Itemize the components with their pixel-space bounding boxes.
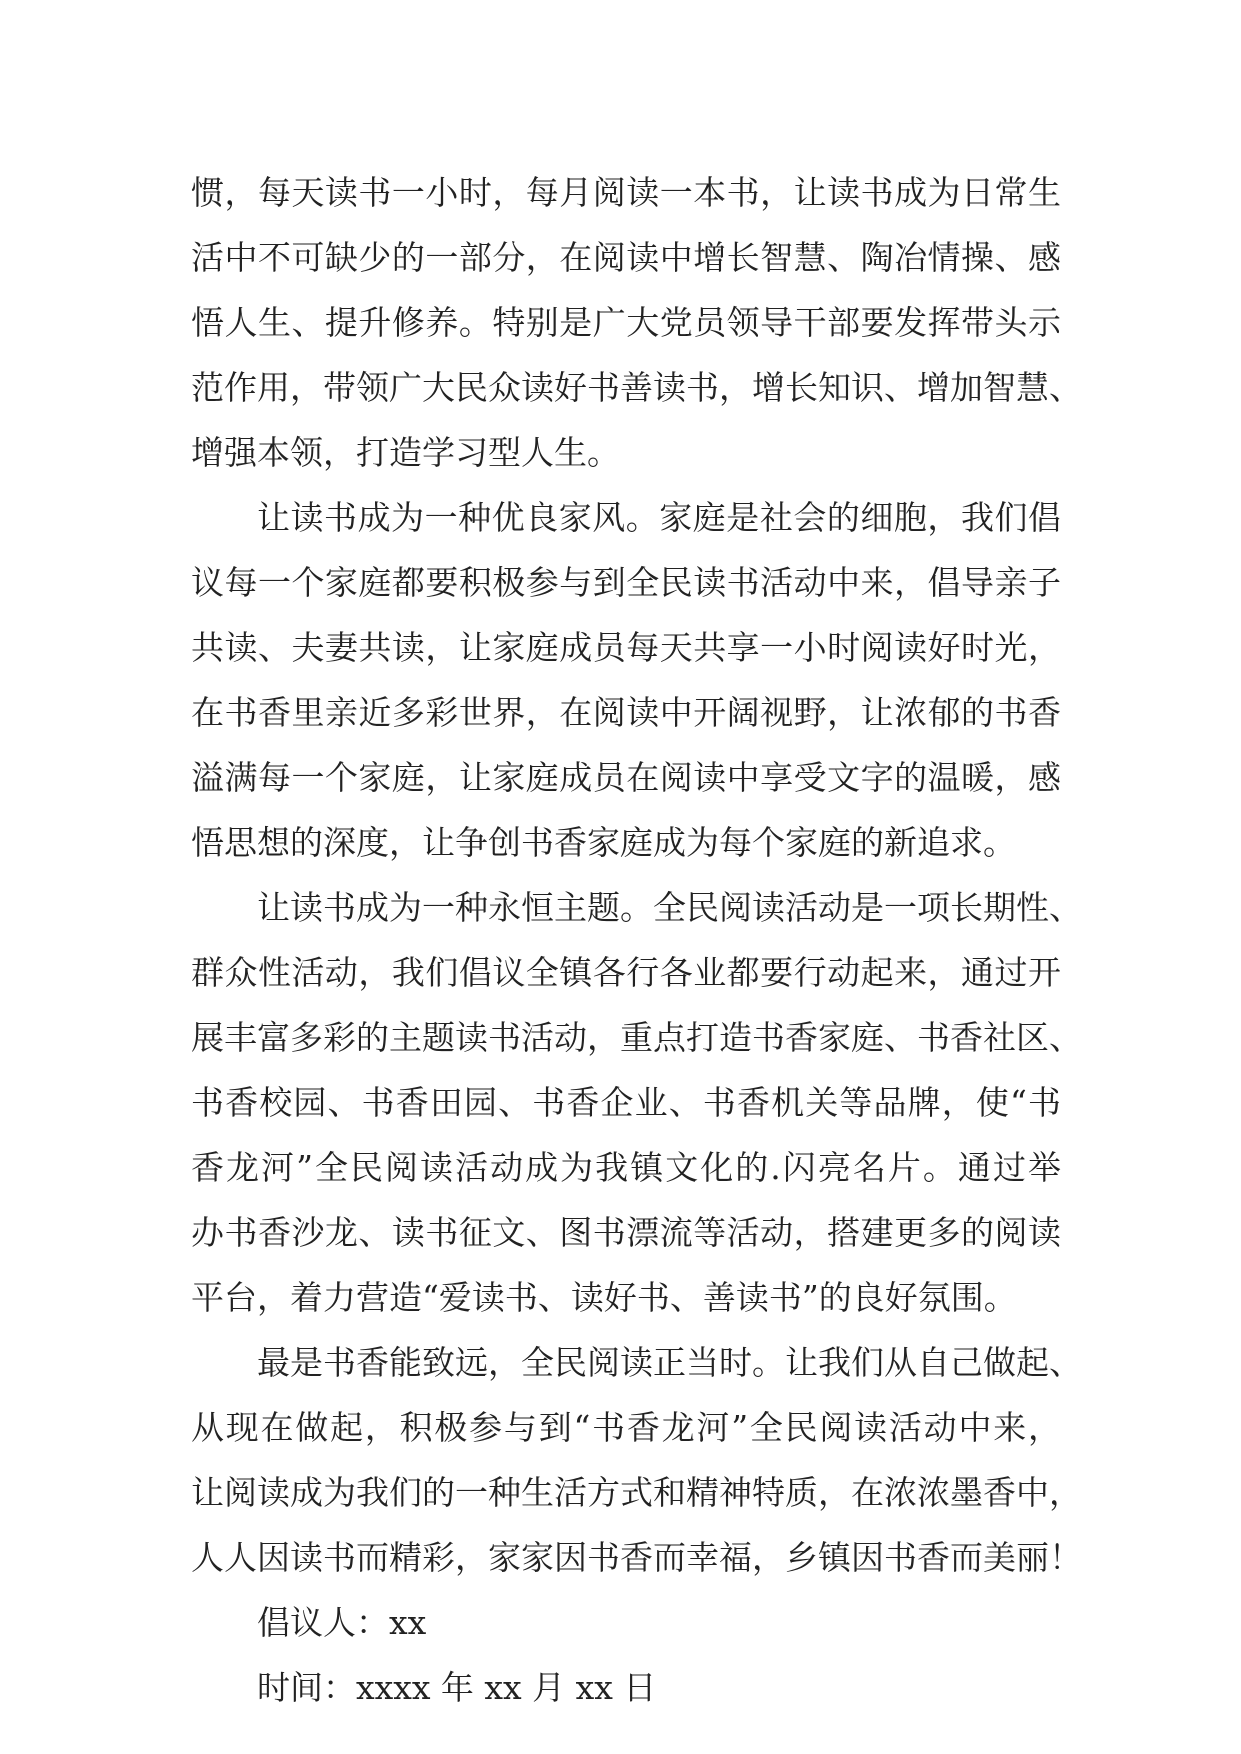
paragraph-continuation <box>191 160 1082 485</box>
text-line: 让阅读成为我们的一种生活方式和精神特质，在浓浓墨香中， <box>191 1473 1082 1512</box>
text-line: 香龙河”全民阅读活动成为我镇文化的.闪亮名片。通过举 <box>191 1148 1061 1187</box>
text-line: 悟思想的深度，让争创书香家庭成为每个家庭的新追求。 <box>191 823 1016 862</box>
text-line: 办书香沙龙、读书征文、图书漂流等活动，搭建更多的阅读 <box>191 1213 1061 1252</box>
text-line: 议每一个家庭都要积极参与到全民读书活动中来，倡导亲子 <box>191 563 1061 602</box>
paragraph-family-tradition <box>191 485 1061 875</box>
text-line: 惯，每天读书一小时，每月阅读一本书，让读书成为日常生 <box>191 173 1061 212</box>
text-line: 人人因读书而精彩，家家因书香而幸福，乡镇因书香而美丽！ <box>191 1538 1082 1577</box>
text-line: 共读、夫妻共读，让家庭成员每天共享一小时阅读好时光， <box>191 628 1061 667</box>
initiator-line: 倡议人：xx <box>257 1603 427 1642</box>
text-line: 悟人生、提升修养。特别是广大党员领导干部要发挥带头示 <box>191 303 1061 342</box>
text-line: 让读书成为一种优良家风。家庭是社会的细胞，我们倡 <box>257 498 1061 537</box>
text-line: 活中不可缺少的一部分，在阅读中增长智慧、陶冶情操、感 <box>191 238 1061 277</box>
document-body <box>191 160 1082 1720</box>
text-line: 书香校园、书香田园、书香企业、书香机关等品牌，使“书 <box>191 1083 1061 1122</box>
text-line: 从现在做起，积极参与到“书香龙河”全民阅读活动中来， <box>191 1408 1061 1447</box>
text-line: 平台，着力营造“爱读书、读好书、善读书”的良好氛围。 <box>191 1278 1017 1317</box>
text-line: 最是书香能致远，全民阅读正当时。让我们从自己做起、 <box>257 1343 1082 1382</box>
text-line: 范作用，带领广大民众读好书善读书，增长知识、增加智慧、 <box>191 368 1082 407</box>
paragraph-closing <box>191 1330 1082 1590</box>
text-line: 溢满每一个家庭，让家庭成员在阅读中享受文字的温暖，感 <box>191 758 1061 797</box>
text-line: 在书香里亲近多彩世界，在阅读中开阔视野，让浓郁的书香 <box>191 693 1061 732</box>
text-line: 群众性活动，我们倡议全镇各行各业都要行动起来，通过开 <box>191 953 1061 992</box>
date-line: 时间：xxxx 年 xx 月 xx 日 <box>257 1668 657 1707</box>
text-line: 让读书成为一种永恒主题。全民阅读活动是一项长期性、 <box>257 888 1082 927</box>
text-line: 增强本领，打造学习型人生。 <box>191 433 620 472</box>
text-line: 展丰富多彩的主题读书活动，重点打造书香家庭、书香社区、 <box>191 1018 1082 1057</box>
paragraph-eternal-theme <box>191 875 1082 1330</box>
signature-block <box>191 1590 1061 1720</box>
